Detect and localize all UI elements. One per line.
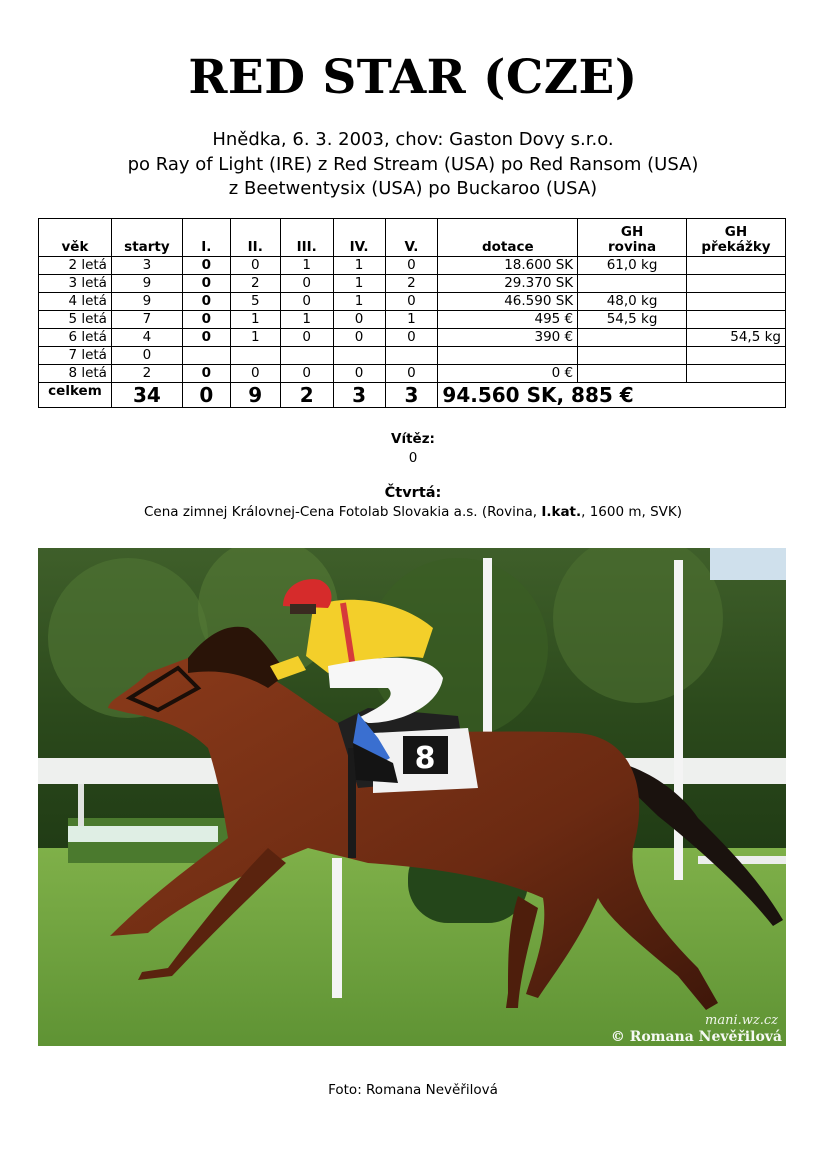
- cell-fifth: 0: [385, 293, 438, 311]
- table-header-row: [39, 219, 786, 257]
- cell-starts: 7: [111, 311, 182, 329]
- cell-second: 5: [230, 293, 280, 311]
- subtitle-line-1: Hnědka, 6. 3. 2003, chov: Gaston Dovy s.r.o.: [212, 129, 614, 150]
- table-row: [39, 311, 786, 329]
- header-gh-flat-top: GH: [620, 224, 644, 240]
- cell-gh-flat: [578, 329, 687, 347]
- cell-fifth: 1: [385, 311, 438, 329]
- table-row: [39, 365, 786, 383]
- total-third: 2: [280, 383, 333, 408]
- cell-starts: 3: [111, 257, 182, 275]
- cell-fourth: 0: [333, 329, 385, 347]
- cell-third: 1: [280, 311, 333, 329]
- header-gh-jumps: [686, 219, 785, 257]
- cell-age: 4 letá: [39, 293, 112, 311]
- header-fourth: IV.: [333, 219, 385, 257]
- cell-third: 0: [280, 329, 333, 347]
- cell-third: 1: [280, 257, 333, 275]
- cell-first: 0: [182, 311, 230, 329]
- cell-gh-jumps: [686, 311, 785, 329]
- cell-fourth: 0: [333, 311, 385, 329]
- header-gh-jumps-bottom: překážky: [701, 239, 771, 255]
- cell-fourth: [333, 347, 385, 365]
- cell-gh-jumps: [686, 275, 785, 293]
- table-row: [39, 347, 786, 365]
- table-total-row: [39, 383, 786, 408]
- winner-heading: Vítěz:: [391, 431, 435, 447]
- cell-gh-flat: [578, 347, 687, 365]
- fourth-heading: Čtvrtá:: [384, 485, 442, 501]
- fourth-race: [0, 504, 826, 520]
- fourth-race-class: I.kat.: [541, 504, 582, 520]
- cell-gh-flat: 48,0 kg: [578, 293, 687, 311]
- cell-fourth: 1: [333, 275, 385, 293]
- cell-starts: 0: [111, 347, 182, 365]
- cell-second: [230, 347, 280, 365]
- cell-second: 2: [230, 275, 280, 293]
- cell-first: 0: [182, 275, 230, 293]
- cell-fifth: 0: [385, 257, 438, 275]
- cell-gh-flat: [578, 275, 687, 293]
- fourth-race-suffix: , 1600 m, SVK): [581, 504, 683, 520]
- total-first: 0: [182, 383, 230, 408]
- cell-age: 7 letá: [39, 347, 112, 365]
- cell-starts: 9: [111, 293, 182, 311]
- cell-gh-jumps: [686, 365, 785, 383]
- cell-starts: 4: [111, 329, 182, 347]
- cell-fifth: 0: [385, 329, 438, 347]
- cell-first: 0: [182, 257, 230, 275]
- cell-third: 0: [280, 275, 333, 293]
- cell-earnings: 495 €: [438, 311, 578, 329]
- cell-earnings: 390 €: [438, 329, 578, 347]
- header-second: II.: [230, 219, 280, 257]
- cell-third: 0: [280, 365, 333, 383]
- cell-fourth: 1: [333, 257, 385, 275]
- cell-fourth: 0: [333, 365, 385, 383]
- header-gh-flat: [578, 219, 687, 257]
- cell-gh-jumps: [686, 347, 785, 365]
- total-label: celkem: [39, 383, 112, 408]
- subtitle-line-2: po Ray of Light (IRE) z Red Stream (USA) po Red Ransom (USA): [127, 154, 699, 175]
- table-row: [39, 275, 786, 293]
- table-row: [39, 293, 786, 311]
- header-age: věk: [39, 219, 112, 257]
- cell-third: 0: [280, 293, 333, 311]
- cell-fourth: 1: [333, 293, 385, 311]
- cell-fifth: 2: [385, 275, 438, 293]
- cell-age: 6 letá: [39, 329, 112, 347]
- cell-starts: 2: [111, 365, 182, 383]
- cell-gh-flat: 61,0 kg: [578, 257, 687, 275]
- page-title: RED STAR (CZE): [188, 50, 638, 105]
- subtitle-line-3: z Beetwentysix (USA) po Buckaroo (USA): [228, 178, 598, 199]
- header-first: I.: [182, 219, 230, 257]
- cell-gh-jumps: [686, 293, 785, 311]
- header-gh-jumps-top: GH: [724, 224, 748, 240]
- fourth-race-prefix: Cena zimnej Královnej-Cena Fotolab Slovakia a.s. (Rovina,: [143, 504, 542, 520]
- photo-caption: Foto: Romana Nevěřilová: [328, 1082, 498, 1098]
- table-row: [39, 329, 786, 347]
- total-second: 9: [230, 383, 280, 408]
- total-fifth: 3: [385, 383, 438, 408]
- cell-third: [280, 347, 333, 365]
- cell-first: 0: [182, 365, 230, 383]
- cell-earnings: 46.590 SK: [438, 293, 578, 311]
- cell-age: 2 letá: [39, 257, 112, 275]
- total-starts: 34: [111, 383, 182, 408]
- watermark-line-1: mani.wz.cz: [705, 1013, 778, 1028]
- total-fourth: 3: [333, 383, 385, 408]
- cell-gh-jumps: 54,5 kg: [686, 329, 785, 347]
- cell-earnings: 18.600 SK: [438, 257, 578, 275]
- header-fifth: V.: [385, 219, 438, 257]
- saddle-number: 8: [414, 741, 436, 776]
- header-gh-flat-bottom: rovina: [608, 239, 657, 255]
- race-statistics-table: [38, 218, 786, 408]
- cell-starts: 9: [111, 275, 182, 293]
- cell-age: 3 letá: [39, 275, 112, 293]
- cell-gh-flat: 54,5 kg: [578, 311, 687, 329]
- cell-first: 0: [182, 293, 230, 311]
- cell-fifth: 0: [385, 365, 438, 383]
- cell-earnings: 29.370 SK: [438, 275, 578, 293]
- cell-gh-jumps: [686, 257, 785, 275]
- table-row: [39, 257, 786, 275]
- cell-first: 0: [182, 329, 230, 347]
- watermark-line-2: © Romana Nevěřilová: [610, 1029, 782, 1045]
- cell-first: [182, 347, 230, 365]
- header-third: III.: [280, 219, 333, 257]
- cell-age: 8 letá: [39, 365, 112, 383]
- cell-second: 1: [230, 329, 280, 347]
- cell-earnings: 0 €: [438, 365, 578, 383]
- cell-gh-flat: [578, 365, 687, 383]
- race-photo: [38, 548, 786, 1046]
- winner-value: 0: [408, 450, 418, 466]
- cell-fifth: [385, 347, 438, 365]
- cell-second: 0: [230, 257, 280, 275]
- cell-earnings: [438, 347, 578, 365]
- cell-second: 1: [230, 311, 280, 329]
- total-earnings: 94.560 SK, 885 €: [438, 383, 786, 408]
- header-earnings: dotace: [438, 219, 578, 257]
- cell-second: 0: [230, 365, 280, 383]
- cell-age: 5 letá: [39, 311, 112, 329]
- header-starts: starty: [111, 219, 182, 257]
